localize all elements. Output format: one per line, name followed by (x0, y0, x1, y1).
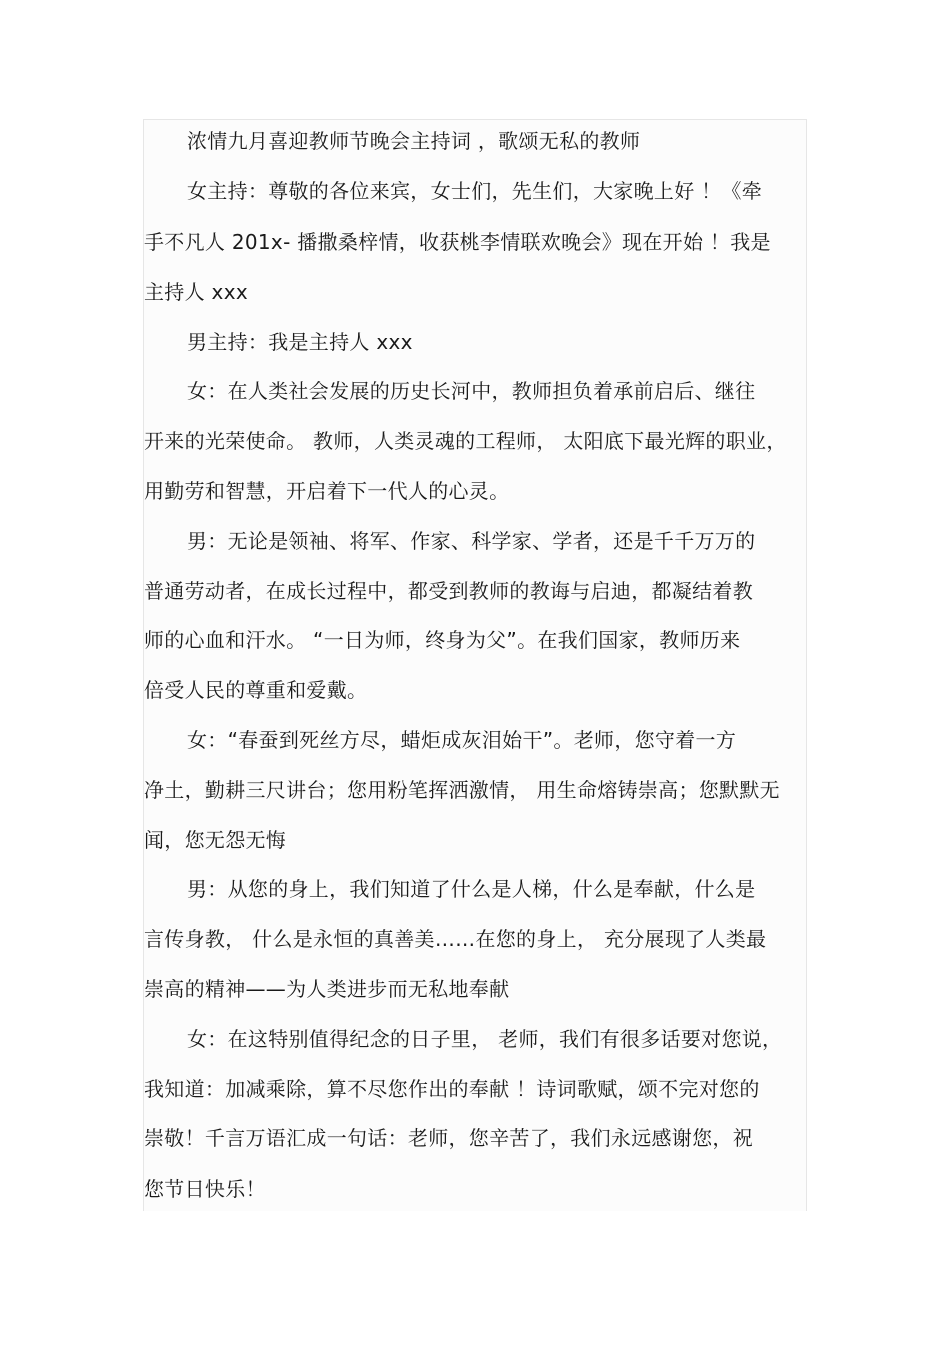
paragraph-line: 男：从您的身上，我们知道了什么是人梯，什么是奉献，什么是 (187, 877, 756, 901)
paragraph-line: 手不凡人 201x- 播撒桑梓情，收获桃李情联欢晚会》现在开始 ！我是 (144, 230, 771, 254)
paragraph-line: 普通劳动者，在成长过程中，都受到教师的教诲与启迪，都凝结着教 (144, 579, 753, 603)
paragraph-line: 闻，您无怨无悔 (144, 828, 287, 852)
paragraph-line: 崇敬！千言万语汇成一句话：老师，您辛苦了，我们永远感谢您，祝 (144, 1126, 753, 1150)
paragraph-line: 您节日快乐！ (144, 1177, 266, 1201)
paragraph-line: 女：在这特别值得纪念的日子里， 老师，我们有很多话要对您说， (187, 1027, 783, 1051)
document-title: 浓情九月喜迎教师节晚会主持词 ，歌颂无私的教师 (187, 129, 641, 153)
paragraph-line: 师的心血和汗水。 “一日为师，终身为父”。在我们国家，教师历来 (144, 628, 741, 652)
paragraph-line: 净土，勤耕三尺讲台；您用粉笔挥洒激情， 用生命熔铸崇高；您默默无 (144, 778, 780, 802)
paragraph-line: 倍受人民的尊重和爱戴。 (144, 678, 368, 702)
paragraph-line: 男：无论是领袖、将军、作家、科学家、学者，还是千千万万的 (187, 529, 756, 553)
paragraph-line: 开来的光荣使命。 教师，人类灵魂的工程师， 太阳底下最光辉的职业， (144, 429, 787, 453)
paragraph-line: 言传身教， 什么是永恒的真善美……在您的身上， 充分展现了人类最 (144, 927, 767, 951)
paragraph-line: 女：“春蚕到死丝方尽，蜡炬成灰泪始干”。老师，您守着一方 (187, 728, 737, 752)
paragraph-line: 用勤劳和智慧，开启着下一代人的心灵。 (144, 479, 510, 503)
paragraph-line: 崇高的精神——为人类进步而无私地奉献 (144, 977, 510, 1001)
paragraph-line: 女：在人类社会发展的历史长河中，教师担负着承前启后、继往 (187, 379, 756, 403)
paragraph-line: 女主持：尊敬的各位来宾，女士们，先生们，大家晚上好 ！《牵 (187, 179, 763, 203)
paragraph-line: 男主持：我是主持人 xxx (187, 330, 413, 354)
paragraph-line: 我知道：加减乘除，算不尽您作出的奉献 ！诗词歌赋，颂不完对您的 (144, 1077, 760, 1101)
paragraph-line: 主持人 xxx (144, 280, 248, 304)
